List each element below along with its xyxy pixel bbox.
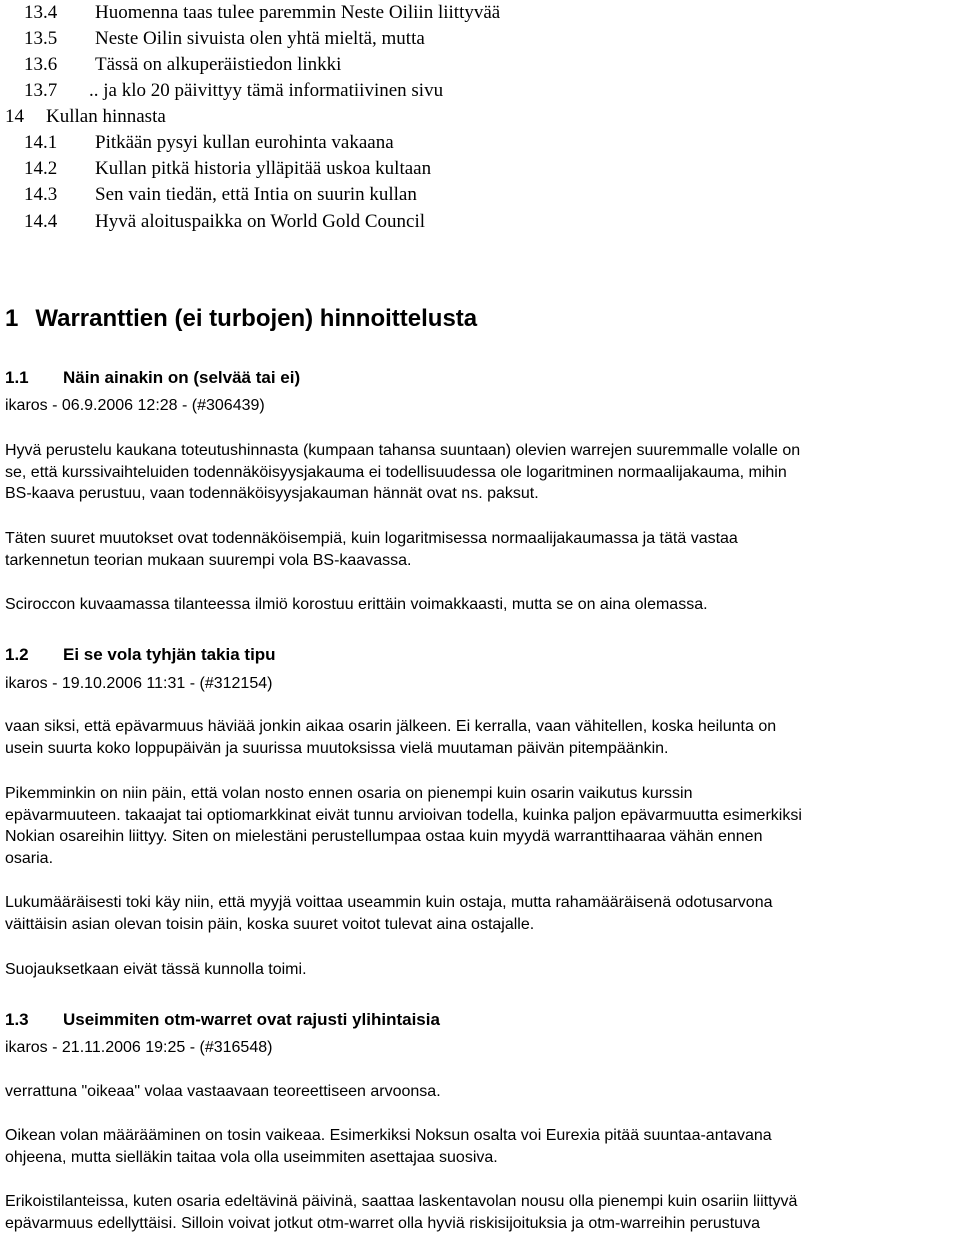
text-line: tarkennetun teorian mukaan suurempi vola BS-kaavassa. [5, 551, 412, 569]
toc-number: 13.4 [24, 2, 58, 23]
section-heading [5, 643, 276, 667]
toc-number: 13.7 [24, 80, 58, 101]
toc-title: Hyvä aloituspaikka on World Gold Council [95, 211, 426, 232]
chapter-title: Warranttien (ei turbojen) hinnoittelusta [35, 305, 478, 332]
paragraph [5, 440, 960, 505]
toc-title: Pitkään pysyi kullan eurohinta vakaana [95, 132, 394, 153]
toc-title: Sen vain tiedän, että Intia on suurin kullan [95, 184, 417, 205]
toc-title: Neste Oilin sivuista olen yhtä mieltä, mutta [95, 28, 425, 49]
text-line: väittäisin asian olevan toisin päin, koska suuret voitot tulevat aina ostajalle. [5, 915, 535, 933]
toc-title: Kullan pitkä historia ylläpitää uskoa kultaan [95, 158, 432, 179]
text-line: Hyvä perustelu kaukana toteutushinnasta (kumpaan tahansa suuntaan) olevien warrejen suuremmalle volalle on [5, 442, 801, 459]
section-number: 1.3 [5, 1010, 29, 1029]
text-line: Suojauksetkaan eivät tässä kunnolla toimi. [5, 961, 307, 978]
text-line: usein suurta koko loppupäivän ja suurissa muutoksissa vielä muutaman päivän pitempäänkin. [5, 739, 669, 757]
text-line: Lukumääräisesti toki käy niin, että myyjä voittaa useammin kuin ostaja, mutta rahamääräisenä odotusarvona [5, 894, 773, 911]
text-line: epävarmuuteen. takaajat tai optiomarkkinat eivät tunnu arvioivan todella, kuinka paljon epävarmuutta esimerkiksi [5, 806, 802, 824]
paragraph [5, 1191, 960, 1234]
text-line: verrattuna "oikeaa" volaa vastaavaan teoreettiseen arvoonsa. [5, 1083, 441, 1100]
chapter-heading [5, 302, 477, 336]
paragraph [5, 716, 960, 759]
paragraph [5, 594, 960, 616]
toc-number: 14 [5, 106, 24, 127]
paragraph [5, 892, 960, 935]
post-meta: ikaros - 21.11.2006 19:25 - (#316548) [5, 1039, 273, 1056]
toc-number: 13.6 [24, 54, 58, 75]
toc-number: 14.3 [24, 184, 58, 205]
text-line: Pikemminkin on niin päin, että volan nosto ennen osaria on pienempi kuin osarin vaikutus kurssin [5, 785, 693, 802]
toc-title: Huomenna taas tulee paremmin Neste Oiliin liittyvää [95, 2, 501, 23]
text-line: Sciroccon kuvaamassa tilanteessa ilmiö korostuu erittäin voimakkaasti, mutta se on aina olemassa. [5, 596, 708, 613]
paragraph [5, 1081, 960, 1103]
toc-number: 14.2 [24, 158, 58, 179]
section-heading [5, 1008, 440, 1032]
toc-number: 13.5 [24, 28, 58, 49]
toc-title: Kullan hinnasta [46, 106, 166, 127]
text-line: osaria. [5, 849, 54, 867]
section-title: Näin ainakin on (selvää tai ei) [63, 368, 301, 387]
chapter-number: 1 [5, 305, 19, 332]
text-line: epävarmuus edellyttäisi. Silloin voivat jotkut otm-warret olla hyviä riskisijoituksia ja otm-warreihin perustuva [5, 1214, 760, 1232]
toc-number: 14.1 [24, 132, 58, 153]
toc-title: Tässä on alkuperäistiedon linkki [95, 54, 342, 75]
text-line: BS-kaava perustuu, vaan todennäköisyysjakauman hännät ovat ns. paksut. [5, 485, 539, 502]
paragraph [5, 783, 960, 869]
text-line: Erikoistilanteissa, kuten osaria edeltävinä päivinä, saattaa laskentavolan nousu olla pienempi kuin osariin liittyvä [5, 1193, 798, 1210]
text-line: se, että kurssivaihteluiden todennäköisyysjakauma ei todellisuudessa ole logaritminen normaalijakauma, mihin [5, 463, 787, 481]
text-line: Nokian osareihin liittyy. Siten on mielestäni perustellumpaa ostaa kuin myydä warranttihaaraa vähän ennen [5, 828, 763, 845]
post-meta: ikaros - 19.10.2006 11:31 - (#312154) [5, 675, 273, 692]
section-title: Useimmiten otm-warret ovat rajusti ylihintaisia [63, 1010, 440, 1029]
section-heading [5, 366, 300, 390]
text-line: ohjeena, mutta sielläkin taitaa vola olla useimmiten asettajaa suosiva. [5, 1148, 498, 1166]
toc-title: .. ja klo 20 päivittyy tämä informatiivinen sivu [89, 80, 444, 101]
paragraph [5, 1125, 960, 1168]
post-meta: ikaros - 06.9.2006 12:28 - (#306439) [5, 397, 265, 414]
text-line: vaan siksi, että epävarmuus häviää jonkin aikaa osarin jälkeen. Ei kerralla, vaan vähitellen, koska heilunta on [5, 718, 777, 735]
section-title: Ei se vola tyhjän takia tipu [63, 645, 276, 664]
text-line: Oikean volan määrääminen on tosin vaikeaa. Esimerkiksi Noksun osalta voi Eurexia pitää suuntaa-antavana [5, 1127, 772, 1144]
section-number: 1.2 [5, 645, 29, 664]
text-line: Täten suuret muutokset ovat todennäköisempiä, kuin logaritmisessa normaalijakaumassa ja tätä vastaa [5, 530, 738, 547]
toc-number: 14.4 [24, 211, 58, 232]
paragraph [5, 528, 960, 571]
paragraph [5, 959, 960, 981]
section-number: 1.1 [5, 368, 29, 387]
